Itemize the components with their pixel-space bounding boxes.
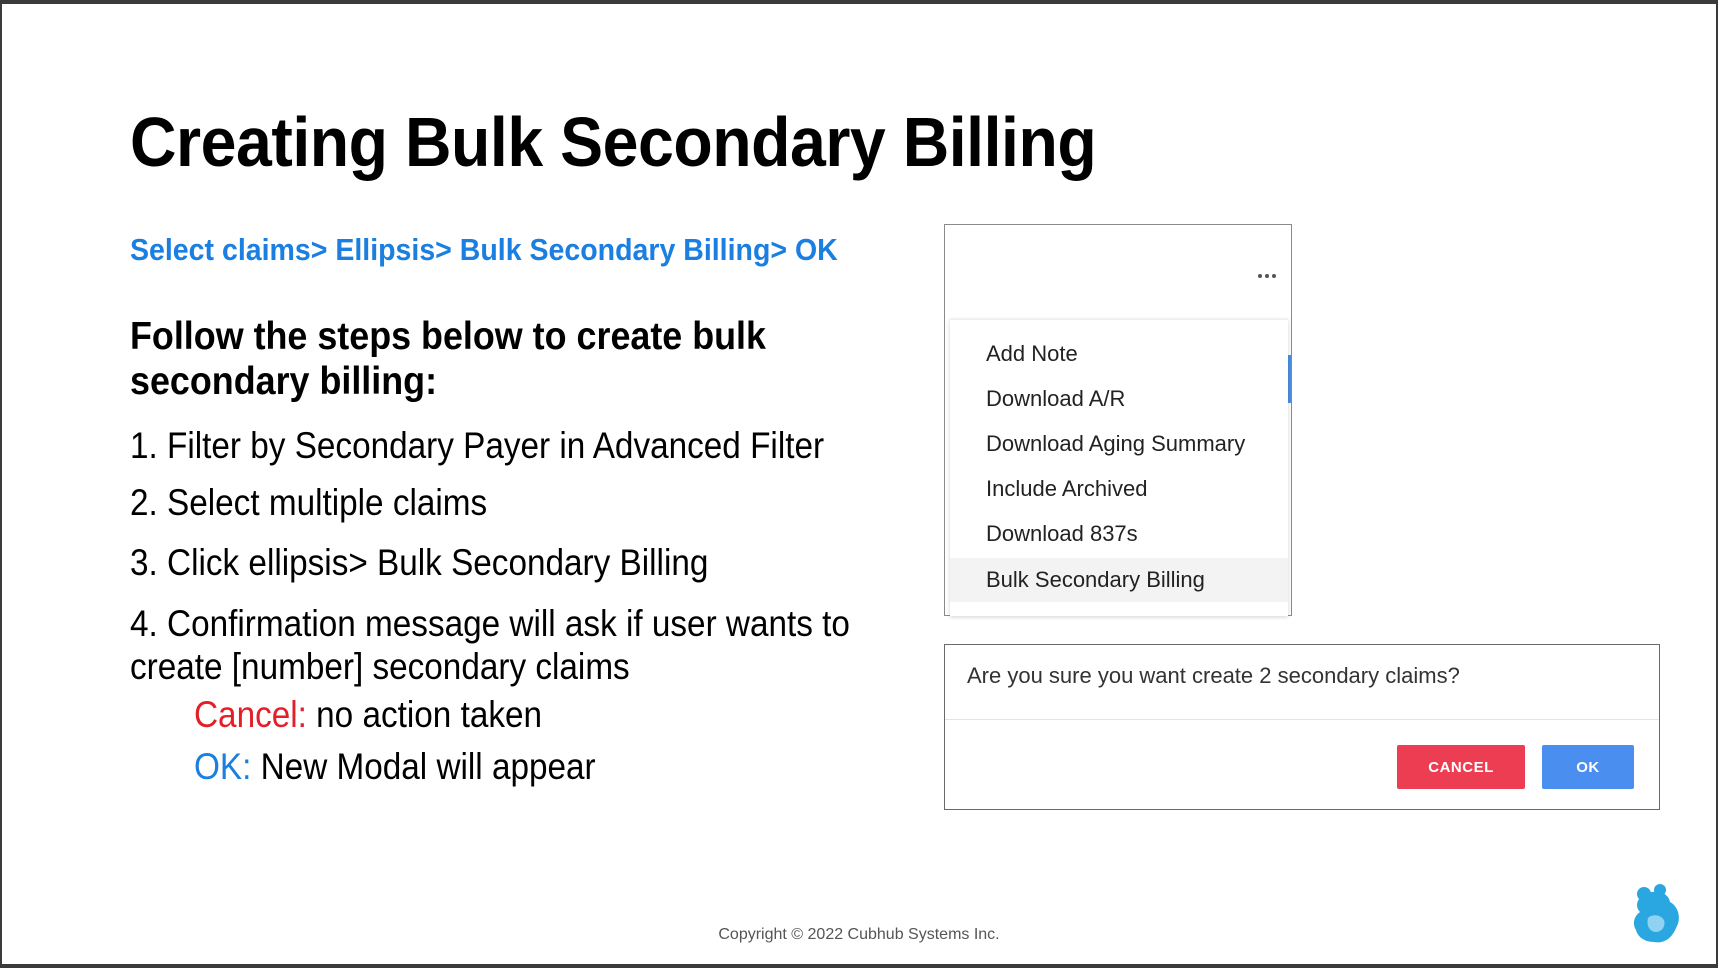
ok-label: OK: [194,746,252,787]
slide [2,4,1716,964]
ok-explanation [194,746,596,788]
menu-screenshot [944,224,1292,616]
copyright-footer: Copyright © 2022 Cubhub Systems Inc. [718,926,1000,943]
step-3: 3. Click ellipsis> Bulk Secondary Billing [130,542,709,583]
ellipsis-dropdown-menu [950,319,1288,616]
menu-item-add-note[interactable]: Add Note [986,341,1078,366]
menu-item-download-aging-summary[interactable]: Download Aging Summary [986,431,1246,456]
cancel-text: no action taken [306,694,543,735]
step-1: 1. Filter by Secondary Payer in Advanced Filter [130,425,825,466]
cancel-label: Cancel: [194,694,307,735]
dialog-message: Are you sure you want create 2 secondary claims? [967,663,1460,688]
cubhub-bear-logo [1630,884,1686,946]
background-accent [1288,355,1291,403]
step-2: 2. Select multiple claims [130,482,488,523]
page-title: Creating Bulk Secondary Billing [130,103,1097,181]
confirmation-dialog [944,644,1660,810]
dialog-divider [945,719,1659,720]
navigation-path: Select claims> Ellipsis> Bulk Secondary Billing> OK [130,232,838,267]
menu-item-download-837s[interactable]: Download 837s [986,521,1138,546]
menu-item-include-archived[interactable]: Include Archived [986,476,1148,501]
ellipsis-icon[interactable] [1255,269,1279,283]
menu-item-download-ar[interactable]: Download A/R [986,386,1126,411]
intro-heading: Follow the steps below to create bulk secondary billing: [130,315,766,403]
step-4-continued: create [number] secondary claims [130,646,630,687]
ok-text: New Modal will appear [251,746,596,787]
menu-item-bulk-secondary-billing[interactable]: Bulk Secondary Billing [950,558,1288,602]
cancel-explanation [194,694,542,736]
ok-button[interactable]: OK [1542,745,1634,789]
step-4: 4. Confirmation message will ask if user wants to [130,603,850,644]
cancel-button[interactable]: CANCEL [1397,745,1525,789]
